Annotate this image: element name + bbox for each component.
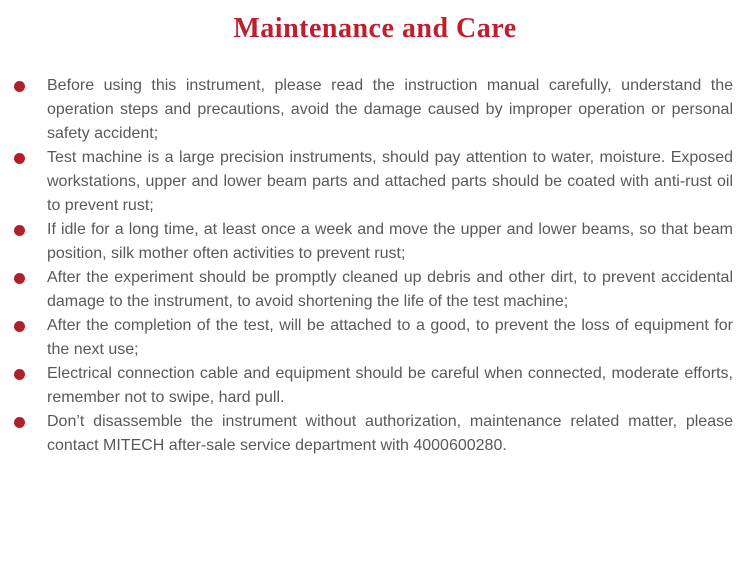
bullet-icon: [14, 417, 25, 428]
bullet-icon: [14, 369, 25, 380]
list-item: [47, 410, 733, 458]
list-item-text: After the completion of the test, will be attached to a good, to prevent the loss of equipment for the next use;: [47, 317, 733, 358]
list-item: [47, 314, 733, 362]
bullet-icon: [14, 153, 25, 164]
list-item: [47, 146, 733, 218]
bullet-icon: [14, 273, 25, 284]
list-item: [47, 218, 733, 266]
list-item-text: Don’t disassemble the instrument without authorization, maintenance related matter, please contact MITECH after-sale service department with 4000600280.: [47, 413, 733, 454]
page-title: Maintenance and Care: [233, 13, 517, 44]
list-item-text: If idle for a long time, at least once a week and move the upper and lower beams, so that beam position, silk mother often activities to prevent rust;: [47, 221, 733, 262]
bullet-icon: [14, 81, 25, 92]
list-item: [47, 362, 733, 410]
list-item-text: After the experiment should be promptly cleaned up debris and other dirt, to prevent accidental damage to the instrument, to avoid shortening the life of the test machine;: [47, 269, 733, 310]
bullet-icon: [14, 321, 25, 332]
list-item-text: Test machine is a large precision instruments, should pay attention to water, moisture. Exposed workstations, upper and lower beam parts and attached parts should be coated with anti-rust oil to prevent rust;: [47, 149, 733, 214]
list-item: [47, 266, 733, 314]
bullet-icon: [14, 225, 25, 236]
list-item-text: Electrical connection cable and equipment should be careful when connected, moderate efforts, remember not to swipe, hard pull.: [47, 365, 733, 406]
list-item: [47, 74, 733, 146]
maintenance-instructions-list: [47, 74, 733, 458]
list-item-text: Before using this instrument, please read the instruction manual carefully, understand the operation steps and precautions, avoid the damage caused by improper operation or personal safety accident;: [47, 77, 733, 142]
